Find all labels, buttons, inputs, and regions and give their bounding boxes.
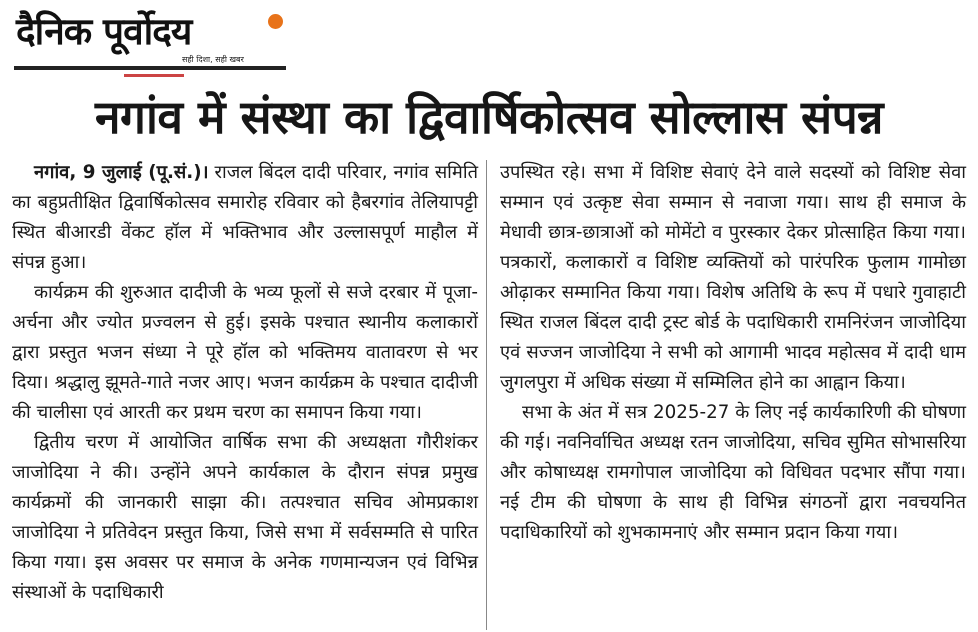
masthead: [14, 4, 286, 74]
article-paragraph-3: द्वितीय चरण में आयोजित वार्षिक सभा की अध्यक्षता गौरीशंकर जाजोदिया ने की। उन्होंने अपने कार्यकाल के दौरान संपन्न प्रमुख कार्यक्रमों की जानकारी साझा की। तत्पश्चात सचिव ओमप्रकाश जाजोदिया ने प्रतिवेदन प्रस्तुत किया, जिसे सभा में सर्वसम्मति से पारित किया गया। इस अवसर पर समाज के अनेक गणमान्यजन एवं विभिन्न संस्थाओं के पदाधिकारी: [12, 432, 478, 603]
column-divider: [486, 160, 487, 630]
article-column-right: [500, 158, 966, 548]
tagline: सही दिशा, सही खबर: [182, 55, 244, 64]
paragraph-1-text: राजल बिंदल दादी परिवार, नगांव समिति का बहुप्रतीक्षित द्विवार्षिकोत्सव समारोह रविवार को हैबरगांव तेलियापट्टी स्थित बीआरडी वेंकट हॉल में भक्तिभाव और उल्लासपूर्ण माहौल में संपन्न हुआ।: [12, 162, 478, 273]
article-paragraph-2: कार्यक्रम की शुरुआत दादीजी के भव्य फूलों से सजे दरबार में पूजा-अर्चना और ज्योत प्रज्वलन से हुई। इसके पश्चात स्थानीय कलाकारों द्वारा प्रस्तुत भजन संध्या ने पूरे हॉल को भक्तिमय वातावरण से भर दिया। श्रद्धालु झूमते-गाते नजर आए। भजन कार्यक्रम के पश्चात दादीजी की चालीसा एवं आरती कर प्रथम चरण का समापन किया गया।: [12, 282, 478, 423]
masthead-accent-rule: [124, 74, 184, 77]
headline: नगांव में संस्था का द्विवार्षिकोत्सव सोल्लास संपन्न: [95, 90, 883, 144]
article-paragraph-5: सभा के अंत में सत्र 2025-27 के लिए नई कार्यकारिणी की घोषणा की गई। नवनिर्वाचित अध्यक्ष रतन जाजोदिया, सचिव सुमित सोभासरिया और कोषाध्यक्ष रामगोपाल जाजोदिया को विधिवत पदभार सौंपा गया। नई टीम की घोषणा के साथ ही विभिन्न संगठनों द्वारा नवचयनित पदाधिकारियों को शुभकामनाएं और सम्मान प्रदान किया गया।: [500, 402, 966, 543]
article-paragraph-1: [12, 158, 478, 278]
masthead-rule: [14, 66, 286, 70]
article-paragraph-4: उपस्थित रहे। सभा में विशिष्ट सेवाएं देने वाले सदस्यों को विशिष्ट सेवा सम्मान एवं उत्कृष्ट सेवा सम्मान से नवाजा गया। साथ ही समाज के मेधावी छात्र-छात्राओं को मोमेंटो व पुरस्कार देकर प्रोत्साहित किया गया। पत्रकारों, कलाकारों व विशिष्ट व्यक्तियों को पारंपरिक फुलाम गामोछा ओढ़ाकर सम्मानित किया गया। विशेष अतिथि के रूप में पधारे गुवाहाटी स्थित राजल बिंदल दादी ट्रस्ट बोर्ड के पदाधिकारी रामनिरंजन जाजोदिया एवं सज्जन जाजोदिया ने सभी को आगामी भादव महोत्सव में दादी धाम जुगलपुरा में अधिक संख्या में सम्मिलित होने का आह्वान किया।: [500, 162, 966, 393]
dateline: नगांव, 9 जुलाई (पू.सं.)।: [34, 162, 209, 183]
logo-dot-icon: [268, 14, 283, 29]
newspaper-logo-text: दैनिक पूर्वोदय: [16, 10, 192, 53]
article-column-left: [12, 158, 478, 608]
